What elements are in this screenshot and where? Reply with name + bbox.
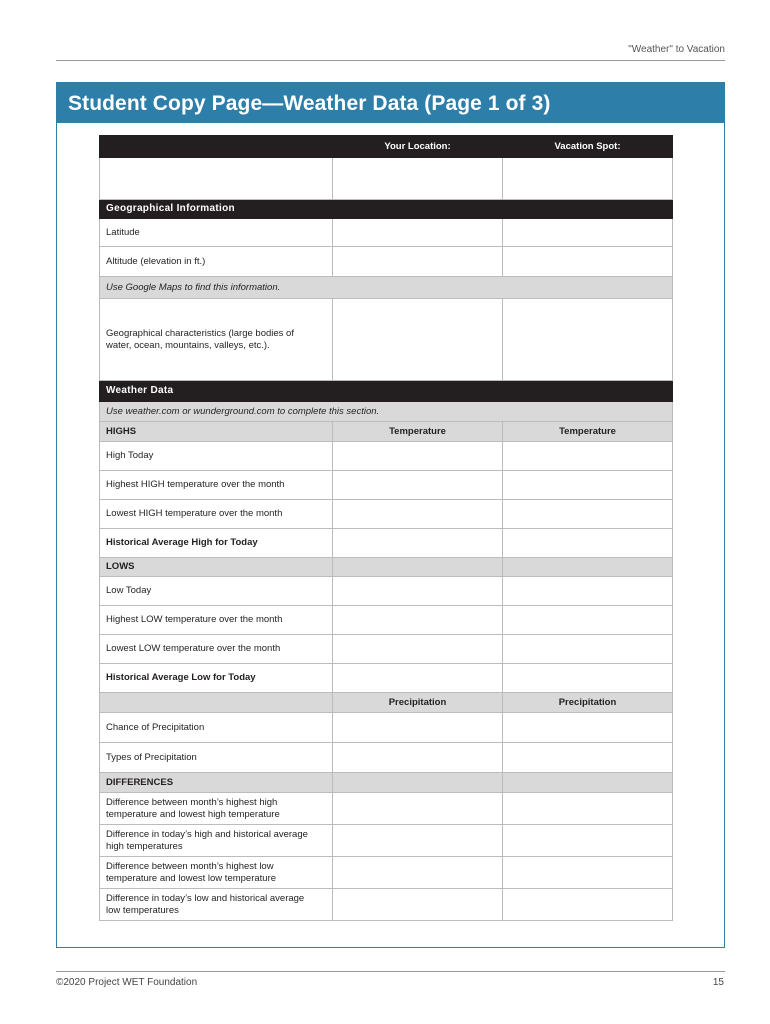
geo-note-row (100, 277, 673, 299)
worksheet-panel (56, 82, 725, 948)
geo-section-header (100, 200, 673, 219)
differences-header-row (100, 773, 673, 793)
geo-characteristics-your-location-cell[interactable] (333, 299, 503, 381)
diff-low-avg-label (100, 889, 333, 921)
label-line: low temperatures (106, 904, 179, 916)
high-today-label: High Today (100, 442, 333, 471)
blank-cell (333, 773, 503, 793)
input-cell[interactable] (333, 857, 503, 889)
geo-note: Use Google Maps to find this information. (100, 277, 673, 299)
lows-header-row (100, 558, 673, 577)
table-row (100, 664, 673, 693)
input-cell[interactable] (333, 713, 503, 743)
weather-note-row (100, 402, 673, 422)
input-cell[interactable] (333, 442, 503, 471)
input-cell[interactable] (503, 500, 673, 529)
input-cell[interactable] (503, 529, 673, 558)
input-cell[interactable] (503, 889, 673, 921)
label-line: Difference in today’s low and historical average (106, 892, 305, 904)
differences-label: DIFFERENCES (100, 773, 333, 793)
copyright: ©2020 Project WET Foundation (56, 977, 198, 988)
historical-avg-low-label: Historical Average Low for Today (100, 664, 333, 693)
weather-heading: Weather Data (100, 381, 673, 402)
table-row (100, 577, 673, 606)
input-cell[interactable] (333, 664, 503, 693)
table-row (100, 857, 673, 889)
table-row (100, 219, 673, 247)
running-header: "Weather" to Vacation (628, 44, 725, 55)
blank-cell (503, 558, 673, 577)
input-cell[interactable] (503, 635, 673, 664)
table-row (100, 529, 673, 558)
highs-header-row (100, 422, 673, 442)
table-row (100, 606, 673, 635)
your-location-input[interactable] (333, 158, 503, 200)
input-cell[interactable] (503, 825, 673, 857)
geo-characteristics-label (100, 299, 333, 381)
altitude-your-location-cell[interactable] (333, 247, 503, 277)
blank-cell (333, 558, 503, 577)
location-name-row (100, 158, 673, 200)
table-row (100, 635, 673, 664)
input-cell[interactable] (503, 606, 673, 635)
table-row (100, 500, 673, 529)
weather-data-table (99, 135, 673, 921)
your-location-header: Your Location: (333, 136, 503, 158)
altitude-label: Altitude (elevation in ft.) (100, 247, 333, 277)
table-row (100, 793, 673, 825)
temperature-header-2: Temperature (503, 422, 673, 442)
highest-high-label: Highest HIGH temperature over the month (100, 471, 333, 500)
geo-characteristics-vacation-cell[interactable] (503, 299, 673, 381)
label-line: Difference between month’s highest high (106, 796, 278, 808)
input-cell[interactable] (333, 471, 503, 500)
highs-label: HIGHS (100, 422, 333, 442)
label-line: Difference in today’s high and historical average (106, 828, 308, 840)
lowest-high-label: Lowest HIGH temperature over the month (100, 500, 333, 529)
diff-highs-month-label (100, 793, 333, 825)
input-cell[interactable] (333, 743, 503, 773)
input-cell[interactable] (503, 793, 673, 825)
latitude-your-location-cell[interactable] (333, 219, 503, 247)
vacation-spot-header: Vacation Spot: (503, 136, 673, 158)
input-cell[interactable] (503, 713, 673, 743)
input-cell[interactable] (333, 529, 503, 558)
input-cell[interactable] (503, 442, 673, 471)
footer-rule (56, 971, 725, 972)
table-row (100, 299, 673, 381)
lowest-low-label: Lowest LOW temperature over the month (100, 635, 333, 664)
geo-characteristics-line1: Geographical characteristics (large bodies of (106, 327, 294, 339)
blank-cell (100, 693, 333, 713)
low-today-label: Low Today (100, 577, 333, 606)
table-row (100, 442, 673, 471)
altitude-vacation-cell[interactable] (503, 247, 673, 277)
precipitation-header-1: Precipitation (333, 693, 503, 713)
diff-lows-month-label (100, 857, 333, 889)
input-cell[interactable] (333, 889, 503, 921)
precip-header-row (100, 693, 673, 713)
latitude-vacation-cell[interactable] (503, 219, 673, 247)
historical-avg-high-label: Historical Average High for Today (100, 529, 333, 558)
input-cell[interactable] (333, 793, 503, 825)
blank-cell (503, 773, 673, 793)
lows-label: LOWS (100, 558, 333, 577)
label-line: high temperatures (106, 840, 183, 852)
label-line: Difference between month’s highest low (106, 860, 274, 872)
vacation-spot-input[interactable] (503, 158, 673, 200)
diff-high-avg-label (100, 825, 333, 857)
input-cell[interactable] (503, 743, 673, 773)
input-cell[interactable] (503, 577, 673, 606)
input-cell[interactable] (333, 825, 503, 857)
highest-low-label: Highest LOW temperature over the month (100, 606, 333, 635)
input-cell[interactable] (503, 857, 673, 889)
blank-cell (100, 158, 333, 200)
label-line: temperature and lowest low temperature (106, 872, 277, 884)
table-row (100, 471, 673, 500)
input-cell[interactable] (333, 577, 503, 606)
geo-heading: Geographical Information (100, 200, 673, 219)
input-cell[interactable] (503, 664, 673, 693)
table-row (100, 713, 673, 743)
input-cell[interactable] (503, 471, 673, 500)
header-rule (56, 60, 725, 61)
column-header-row (100, 136, 673, 158)
input-cell[interactable] (333, 635, 503, 664)
page-number: 15 (712, 977, 724, 988)
input-cell[interactable] (333, 606, 503, 635)
table-row (100, 247, 673, 277)
table-row (100, 743, 673, 773)
geo-characteristics-line2: water, ocean, mountains, valleys, etc.). (106, 339, 270, 351)
types-precip-label: Types of Precipitation (100, 743, 333, 773)
weather-section-header (100, 381, 673, 402)
label-line: temperature and lowest high temperature (106, 808, 280, 820)
latitude-label: Latitude (100, 219, 333, 247)
chance-precip-label: Chance of Precipitation (100, 713, 333, 743)
blank-header-cell (100, 136, 333, 158)
page-title: Student Copy Page—Weather Data (Page 1 of 3) (57, 83, 724, 123)
table-row (100, 825, 673, 857)
precipitation-header-2: Precipitation (503, 693, 673, 713)
table-row (100, 889, 673, 921)
weather-note: Use weather.com or wunderground.com to complete this section. (100, 402, 673, 422)
temperature-header-1: Temperature (333, 422, 503, 442)
input-cell[interactable] (333, 500, 503, 529)
